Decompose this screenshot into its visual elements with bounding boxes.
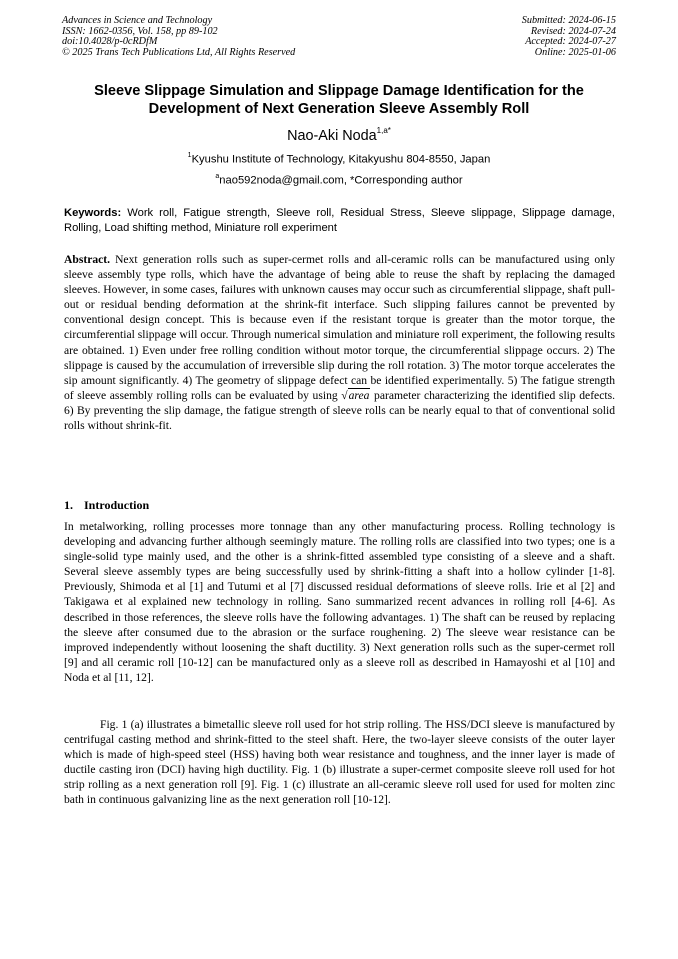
sqrt-radical: √ xyxy=(341,388,348,402)
author-name: Nao-Aki Noda xyxy=(287,127,377,144)
title-line-2: Development of Next Generation Sleeve Assembly Roll xyxy=(148,101,530,117)
section-title: Introduction xyxy=(84,498,150,512)
journal-info xyxy=(62,16,295,58)
copyright-line: © 2025 Trans Tech Publications Ltd, All Rights Reserved xyxy=(62,46,296,58)
section-heading-introduction xyxy=(64,498,149,513)
sqrt-area-text: area xyxy=(348,388,370,402)
email-line xyxy=(0,171,678,188)
affiliation xyxy=(0,150,678,167)
author-line xyxy=(0,123,678,145)
abstract-text-after: parameter characterizing the identified slip defects. 6) By preventing the slip damage, the fatigue strength of sleeve rolls can be nearly equal to that of conventional solid rolls without shrink-fit. xyxy=(64,388,615,433)
affiliation-superscript: 1 xyxy=(187,152,192,159)
keywords-label: Keywords: xyxy=(64,207,122,219)
paper-title xyxy=(40,82,638,118)
author-superscript: 1,a* xyxy=(376,126,391,135)
affiliation-text: Kyushu Institute of Technology, Kitakyushu 804-8550, Japan xyxy=(191,153,491,166)
sqrt-area-symbol xyxy=(341,388,370,402)
issn-line: ISSN: 1662-0356, Vol. 158, pp 89-102 xyxy=(62,25,218,37)
journal-name: Advances in Science and Technology xyxy=(62,15,213,26)
title-line-1: Sleeve Slippage Simulation and Slippage Damage Identification for the xyxy=(94,83,584,99)
submission-dates xyxy=(522,16,616,58)
abstract-text-before: Next generation rolls such as super-cermet rolls and all-ceramic rolls can be manufactured using only sleeve assembly type rolls, which have the advantage of being able to reuse the shaft by replacing the damaged sleeves. However, in some cases, failures with unknown causes may occur such as circumferential slippage, shaft pull-out or residual bending deformation at the shrink-fit interface. Such slipping failures cannot be prevented by conventional design concept. This is because even if the resistant torque is greater than the motor torque, the circumferential slippage will occur. Through numerical simulation and miniature roll experiment, the following results are obtained. 1) Even under free rolling condition without motor torque, the circumferential slippage occurs. 2) The slippage is caused by the accumulation of irreversible slip during the roll rotation. 3) The motor torque accelerates the sip amount significantly. 4) The geometry of slippage defect can be identified experimentally. 5) The fatigue strength of sleeve assembly rolling rolls can be evaluated by using xyxy=(64,253,616,402)
email-superscript: a xyxy=(215,173,220,180)
abstract-block xyxy=(64,252,615,433)
intro-paragraph-1: In metalworking, rolling processes more tonnage than any other manufacturing process. Rolling technology is developing and advancing further although seemingly mature. The rolling rolls are classified into two types; one is a single-solid type mainly used, and the other is a shrink-fitted assembled type consisting of a sleeve and a shaft. Several sleeve assembly types are being successfully used by shrink-fitting a shaft into a hollow cylinder [1-8]. Previously, Shimoda et al [1] and Tutumi et al [7] discussed residual deformations of sleeve rolls. Irie et al [2] and Takigawa et al explained new technology in rolling. Sano summarized recent advances in rolling roll [4-6]. As described in those references, the sleeve rolls have the following advantages. 1) The shaft can be reused by replacing the sleeve after consumed due to the abrasion or the surface roughening. 2) The sleeve wear resistance can be improved independently without loosening the shaft ductility. 3) Next generation rolls such as the super-cermet roll [9] and all ceramic roll [10-12] can be manufactured only as a sleeve roll as described in Hamayoshi et al [10] and Noda et al [11, 12]. xyxy=(64,520,615,684)
keywords-block xyxy=(64,206,615,237)
section-number: 1. xyxy=(64,498,73,512)
submitted-date: Submitted: 2024-06-15 xyxy=(521,15,616,26)
revised-date: Revised: 2024-07-24 xyxy=(530,25,616,37)
intro-paragraph-2: Fig. 1 (a) illustrates a bimetallic sleeve roll used for hot strip rolling. The HSS/DCI sleeve is manufactured by centrifugal casting method and shrink-fitted to the steel shaft. Here, the two-layer sleeve consists of the outer layer which is made of high-speed steel (HSS) having both wear resistance and toughness, and the inner layer is made of ductile casting iron (DCI) having high ductility. Fig. 1 (b) illustrate a super-cermet composite sleeve roll used for hot strip rolling as a next generation roll [9]. Fig. 1 (c) illustrate an all-ceramic sleeve roll used for used for molten zinc bath in continuous galvanizing line as the next generation roll [10-12]. xyxy=(64,718,615,807)
online-date: Online: 2025-01-06 xyxy=(534,46,616,58)
accepted-date: Accepted: 2024-07-27 xyxy=(525,36,616,48)
doi-line: doi:10.4028/p-0cRDfM xyxy=(62,36,158,48)
abstract-label: Abstract. xyxy=(64,253,111,266)
email-text: nao592noda@gmail.com, *Corresponding author xyxy=(219,174,463,187)
keywords-text: Work roll, Fatigue strength, Sleeve roll, Residual Stress, Sleeve slippage, Slippage damage, Rolling, Load shifting method, Miniature roll experiment xyxy=(64,207,615,235)
